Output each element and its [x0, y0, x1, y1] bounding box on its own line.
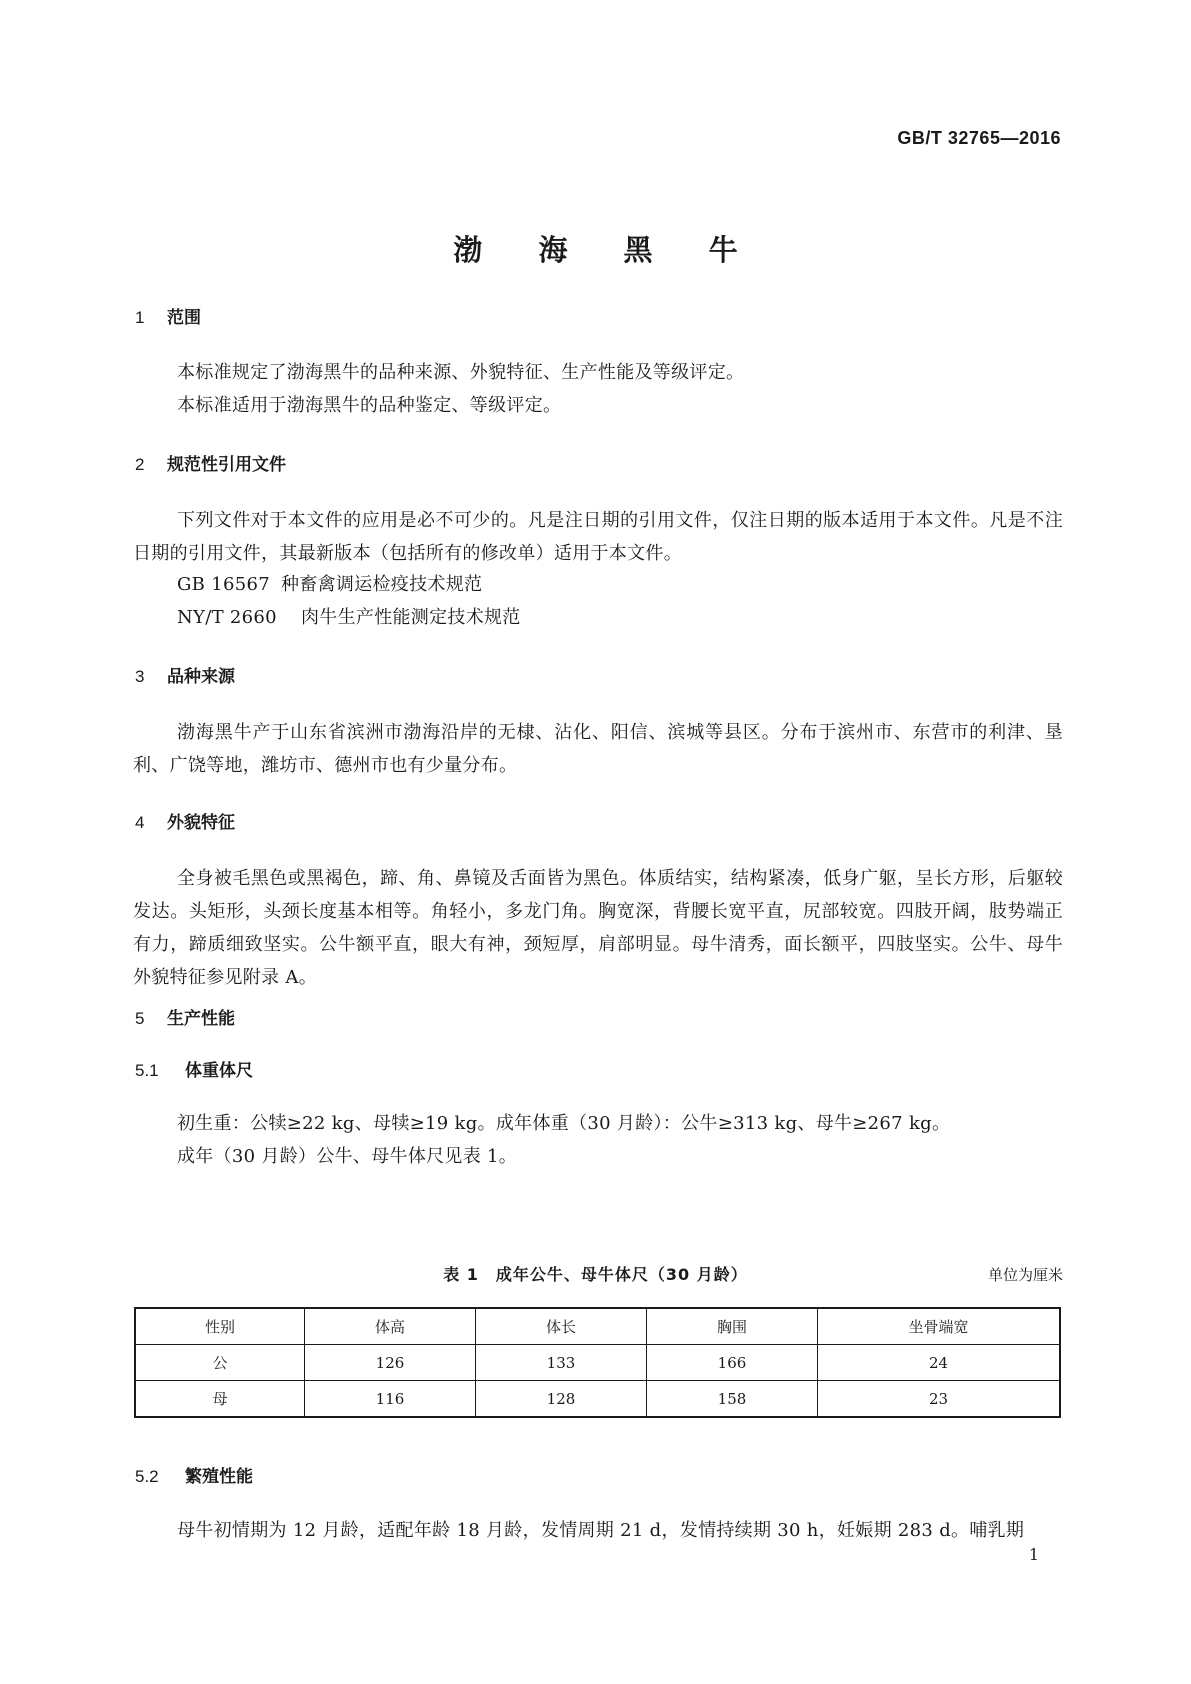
section-5-2-heading: [135, 1462, 253, 1487]
reference-code: NY/T 2660: [177, 607, 277, 628]
table-cell: 128: [476, 1381, 647, 1418]
paragraph: 初生重：公犊≥22 kg、母犊≥19 kg。成年体重（30 月龄）：公牛≥313 kg、母牛≥267 kg。: [177, 1113, 951, 1134]
table-header-cell: 坐骨端宽: [818, 1308, 1061, 1345]
paragraph: 渤海黑牛产于山东省滨洲市渤海沿岸的无棣、沾化、阳信、滨城等县区。分布于滨州市、东营市的利津、垦利、广饶等地，潍坊市、德州市也有少量分布。: [133, 722, 1063, 776]
reference-item: [177, 570, 482, 596]
table-row: [135, 1345, 1060, 1381]
section-4-heading: [135, 808, 235, 833]
section-number: 5.1: [135, 1061, 159, 1080]
table-cell: 166: [647, 1345, 818, 1381]
reference-title: 种畜禽调运检疫技术规范: [281, 574, 483, 595]
table-cell: 126: [305, 1345, 476, 1381]
section-number: 2: [135, 455, 145, 474]
reference-item: [177, 603, 521, 629]
document-title: 渤 海 黑 牛: [453, 233, 761, 267]
table-cell: 158: [647, 1381, 818, 1418]
section-1-heading: [135, 303, 201, 328]
table-row: [135, 1381, 1060, 1418]
reference-title: 肉牛生产性能测定技术规范: [301, 607, 521, 628]
table-cell: 23: [818, 1381, 1061, 1418]
table-cell: 公: [135, 1345, 305, 1381]
section-title: 规范性引用文件: [167, 455, 286, 475]
section-title: 繁殖性能: [185, 1467, 253, 1487]
table-cell: 133: [476, 1345, 647, 1381]
section-number: 5: [135, 1009, 145, 1028]
page-number: 1: [1028, 1545, 1039, 1564]
table-header-row: [135, 1308, 1060, 1345]
section-number: 3: [135, 667, 145, 686]
section-title: 品种来源: [167, 667, 235, 687]
table-header-cell: 性别: [135, 1308, 305, 1345]
section-5-heading: [135, 1004, 235, 1029]
body-measurement-table: [134, 1307, 1061, 1418]
section-2-heading: [135, 450, 286, 475]
reference-code: GB 16567: [177, 574, 270, 595]
section-5-1-heading: [135, 1056, 253, 1081]
table-header-cell: 体高: [305, 1308, 476, 1345]
paragraph: 下列文件对于本文件的应用是必不可少的。凡是注日期的引用文件，仅注日期的版本适用于本文件。凡是不注日期的引用文件，其最新版本（包括所有的修改单）适用于本文件。: [133, 510, 1063, 564]
table-cell: 24: [818, 1345, 1061, 1381]
standard-code: GB/T 32765—2016: [897, 128, 1061, 148]
paragraph: 成年（30 月龄）公牛、母牛体尺见表 1。: [177, 1146, 518, 1167]
paragraph: 全身被毛黑色或黑褐色，蹄、角、鼻镜及舌面皆为黑色。体质结实，结构紧凑，低身广躯，呈长方形，后躯较发达。头矩形，头颈长度基本相等。角轻小，多龙门角。胸宽深，背腰长宽平直，尻部较宽。四肢开阔，肢势端正有力，蹄质细致坚实。公牛额平直，眼大有神，颈短厚，肩部明显。母牛清秀，面长额平，四肢坚实。公牛、母牛外貌特征参见附录 A。: [133, 868, 1063, 988]
section-number: 1: [135, 308, 145, 327]
section-3-heading: [135, 662, 235, 687]
table-cell: 116: [305, 1381, 476, 1418]
section-number: 5.2: [135, 1467, 159, 1486]
paragraph: 本标准规定了渤海黑牛的品种来源、外貌特征、生产性能及等级评定。: [177, 362, 745, 383]
table-header-cell: 胸围: [647, 1308, 818, 1345]
table-cell: 母: [135, 1381, 305, 1418]
paragraph: 本标准适用于渤海黑牛的品种鉴定、等级评定。: [177, 395, 562, 416]
section-title: 体重体尺: [185, 1061, 253, 1081]
table-unit: 单位为厘米: [987, 1266, 1063, 1284]
section-title: 生产性能: [167, 1009, 235, 1029]
section-number: 4: [135, 813, 145, 832]
paragraph: 母牛初情期为 12 月龄，适配年龄 18 月龄，发情周期 21 d，发情持续期 30 h，妊娠期 283 d。哺乳期: [177, 1520, 1025, 1541]
table-caption: 表 1 成年公牛、母牛体尺（30 月龄）: [443, 1265, 748, 1284]
table-header-cell: 体长: [476, 1308, 647, 1345]
section-title: 范围: [167, 308, 201, 328]
section-title: 外貌特征: [167, 813, 235, 833]
